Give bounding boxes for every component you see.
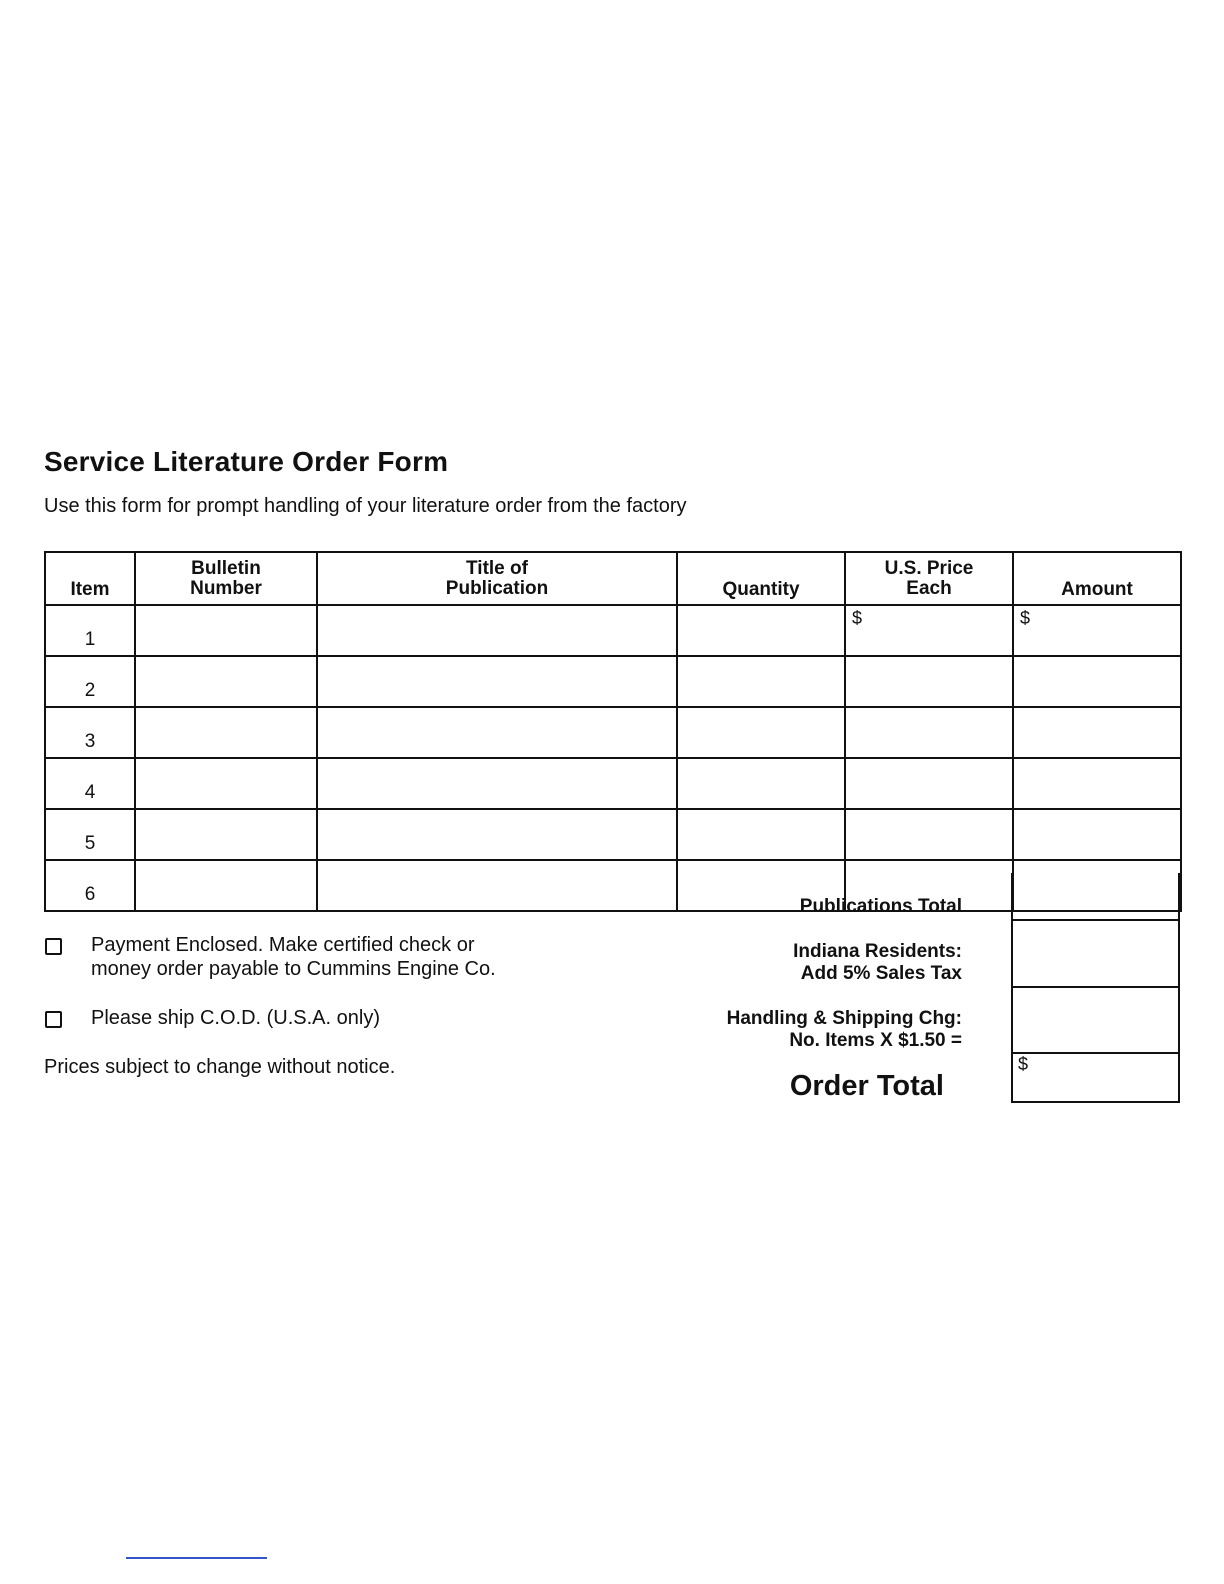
quantity-field[interactable] [677, 605, 845, 656]
header-bulletin-number [135, 552, 317, 605]
indiana-line1: Indiana Residents: [793, 941, 962, 962]
table-row [45, 758, 1181, 809]
payment-enclosed-line2: money order payable to Cummins Engine Co. [91, 958, 496, 980]
bulletin-number-field[interactable] [135, 758, 317, 809]
payment-enclosed-checkbox[interactable] [45, 938, 62, 955]
quantity-field[interactable] [677, 758, 845, 809]
item-number: 5 [45, 809, 135, 860]
publications-total-field[interactable] [1011, 873, 1180, 921]
publication-title-field[interactable] [317, 758, 677, 809]
dollar-sign: $ [1020, 608, 1031, 628]
item-number: 3 [45, 707, 135, 758]
indiana-residents-label [793, 941, 962, 985]
header-price-line1: U.S. Price [884, 557, 974, 579]
item-number: 2 [45, 656, 135, 707]
amount-field[interactable] [1013, 707, 1181, 758]
handling-shipping-field[interactable] [1011, 988, 1180, 1054]
payment-enclosed-line1: Payment Enclosed. Make certified check or [91, 934, 475, 956]
table-row [45, 605, 1181, 656]
bulletin-number-field[interactable] [135, 809, 317, 860]
quantity-field[interactable] [677, 707, 845, 758]
header-title-of-publication [317, 552, 677, 605]
table-row [45, 656, 1181, 707]
price-each-field[interactable] [845, 707, 1013, 758]
publication-title-field[interactable] [317, 605, 677, 656]
publication-title-field[interactable] [317, 656, 677, 707]
table-header-row [45, 552, 1181, 605]
publication-title-field[interactable] [317, 860, 677, 911]
price-each-field[interactable] [845, 605, 1013, 656]
footer-rule [126, 1557, 267, 1559]
quantity-field[interactable] [677, 809, 845, 860]
order-total-label: Order Total [789, 1070, 944, 1102]
amount-field[interactable] [1013, 758, 1181, 809]
header-item: Item [45, 552, 135, 605]
header-bulletin-line1: Bulletin [191, 557, 261, 579]
bulletin-number-field[interactable] [135, 707, 317, 758]
order-table [44, 551, 1182, 912]
amount-field[interactable] [1013, 605, 1181, 656]
bulletin-number-field[interactable] [135, 860, 317, 911]
amount-field[interactable] [1013, 656, 1181, 707]
handling-shipping-label [727, 1008, 962, 1052]
indiana-line2: Add 5% Sales Tax [800, 963, 962, 984]
sales-tax-field[interactable] [1011, 921, 1180, 988]
form-title: Service Literature Order Form [44, 446, 449, 477]
cod-text: Please ship C.O.D. (U.S.A. only) [91, 1007, 380, 1029]
bulletin-number-field[interactable] [135, 605, 317, 656]
header-price-line2: Each [906, 577, 952, 599]
price-each-field[interactable] [845, 809, 1013, 860]
header-title-line1: Title of [466, 557, 528, 579]
price-each-field[interactable] [845, 656, 1013, 707]
table-row [45, 707, 1181, 758]
table-row [45, 809, 1181, 860]
form-subtitle: Use this form for prompt handling of your literature order from the factory [44, 495, 687, 517]
item-number: 4 [45, 758, 135, 809]
handling-line2: No. Items X $1.50 = [789, 1030, 962, 1051]
prices-note: Prices subject to change without notice. [44, 1056, 396, 1078]
quantity-field[interactable] [677, 656, 845, 707]
item-number: 6 [45, 860, 135, 911]
header-bulletin-line2: Number [190, 577, 262, 599]
handling-line1: Handling & Shipping Chg: [726, 1008, 962, 1029]
header-us-price-each [845, 552, 1013, 605]
price-each-field[interactable] [845, 758, 1013, 809]
bulletin-number-field[interactable] [135, 656, 317, 707]
dollar-sign: $ [852, 608, 863, 628]
header-title-line2: Publication [445, 577, 549, 599]
item-number: 1 [45, 605, 135, 656]
dollar-sign: $ [1018, 1054, 1029, 1074]
publication-title-field[interactable] [317, 809, 677, 860]
cod-checkbox[interactable] [45, 1011, 62, 1028]
header-amount: Amount [1013, 552, 1181, 605]
amount-field[interactable] [1013, 809, 1181, 860]
publications-total-label: Publications Total [799, 896, 962, 917]
payment-enclosed-text [91, 933, 496, 981]
order-total-field[interactable] [1011, 1054, 1180, 1103]
header-quantity: Quantity [677, 552, 845, 605]
publication-title-field[interactable] [317, 707, 677, 758]
